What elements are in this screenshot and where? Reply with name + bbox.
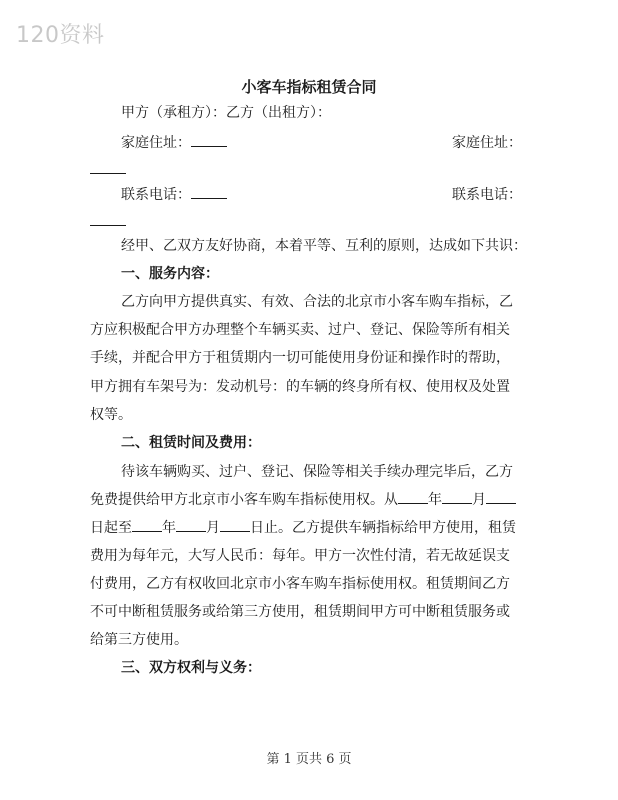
address-blank-left <box>191 133 227 147</box>
end-day-blank <box>220 518 250 532</box>
section3-heading: 三、双方权利与义务： <box>121 660 261 676</box>
section1-line: 手续，并配合甲方于租赁期内一切可能使用身份证和操作时的帮助， <box>90 350 510 366</box>
section2-line: 给第三方使用。 <box>90 632 188 648</box>
date-prefix: 免费提供给甲方北京市小客车购车指标使用权。从 <box>90 492 398 508</box>
phone-left <box>121 185 227 205</box>
section1-line: 甲方拥有车架号为：发动机号：的车辆的终身所有权、使用权及处置 <box>90 379 510 395</box>
start-month-blank <box>442 490 472 504</box>
end-month-blank <box>176 518 206 532</box>
section1-line: 乙方向甲方提供真实、有效、合法的北京市小客车购车指标，乙 <box>121 294 513 310</box>
start-day-blank <box>486 490 516 504</box>
parties-line: 甲方（承租方）：乙方（出租方）： <box>121 105 331 121</box>
day-from-label: 日起至 <box>90 520 132 536</box>
section2-line: 待该车辆购买、过户、登记、保险等相关手续办理完毕后，乙方 <box>121 464 513 480</box>
section2-line <box>90 490 516 510</box>
phone-continuation <box>90 212 126 232</box>
address-blank-right <box>90 160 126 174</box>
page-footer: 第 1 页共 6 页 <box>266 752 352 767</box>
phone-blank-right <box>90 212 126 226</box>
address-label-right: 家庭住址： <box>452 135 522 151</box>
address-label-left: 家庭住址： <box>121 135 191 151</box>
watermark: 120资料 <box>16 23 105 48</box>
phone-label-left: 联系电话： <box>121 187 191 203</box>
start-year-blank <box>398 490 428 504</box>
month-label: 月 <box>206 520 220 536</box>
section2-heading: 二、租赁时间及费用： <box>121 435 261 451</box>
section2-line: 不可中断租赁服务或给第三方使用，租赁期间甲方可中断租赁服务或 <box>90 604 510 620</box>
section1-line: 权等。 <box>90 407 132 423</box>
end-year-blank <box>132 518 162 532</box>
phone-label-right: 联系电话： <box>452 187 522 203</box>
section2-line <box>90 518 516 538</box>
year-label: 年 <box>428 492 442 508</box>
address-continuation <box>90 160 126 180</box>
address-left <box>121 133 227 153</box>
section2-line: 费用为每年元，大写人民币：每年。甲方一次性付清，若无故延误支 <box>90 548 510 564</box>
section2-line: 付费用，乙方有权收回北京市小客车购车指标使用权。租赁期间乙方 <box>90 576 510 592</box>
section1-line: 方应积极配合甲方办理整个车辆买卖、过户、登记、保险等所有相关 <box>90 322 510 338</box>
page-title: 小客车指标租赁合同 <box>241 78 377 96</box>
year-label: 年 <box>162 520 176 536</box>
section1-heading: 一、服务内容： <box>121 266 219 282</box>
phone-blank-left <box>191 185 227 199</box>
intro-paragraph: 经甲、乙双方友好协商，本着平等、互利的原则，达成如下共识： <box>121 238 527 254</box>
month-label: 月 <box>472 492 486 508</box>
day-to-label: 日止。乙方提供车辆指标给甲方使用，租赁 <box>250 520 516 536</box>
